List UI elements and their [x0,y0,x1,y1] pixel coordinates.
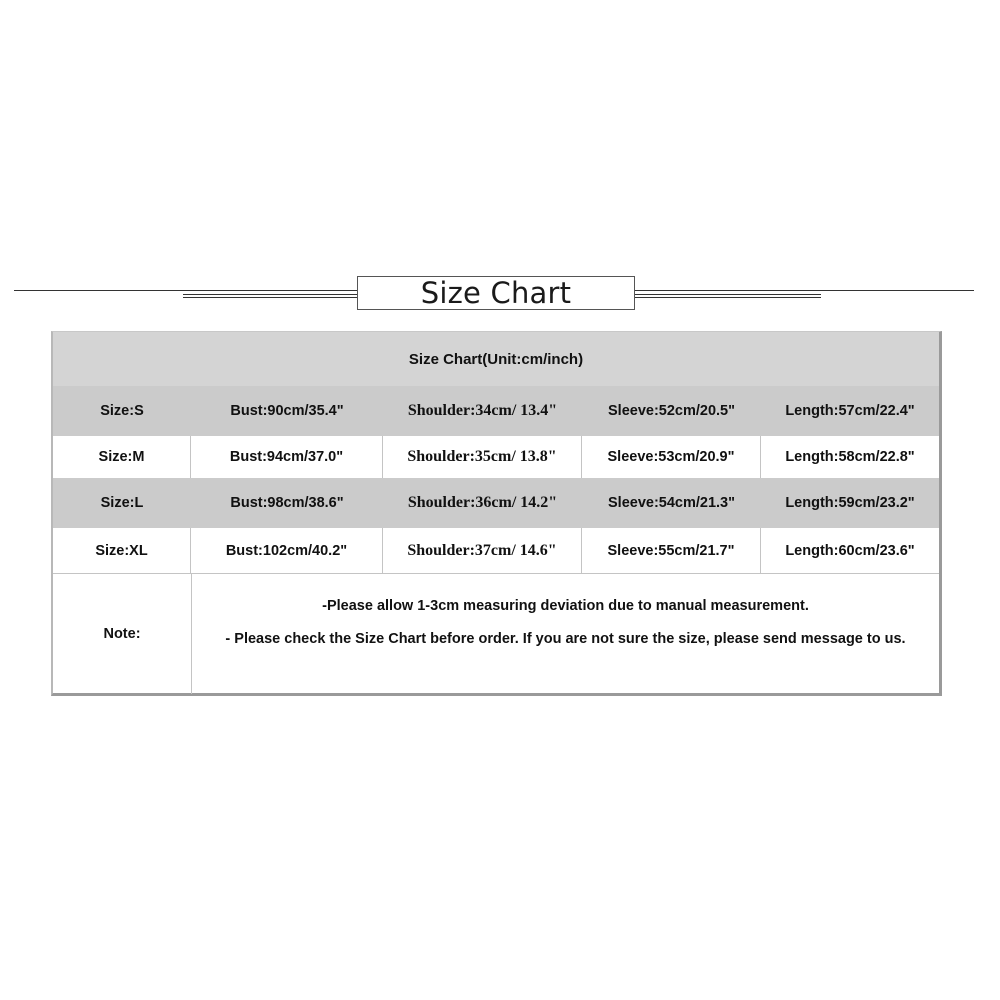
note-line-2: - Please check the Size Chart before order. If you are not sure the size, please send message to us. [225,631,906,647]
length-cell: Length:58cm/22.8" [785,449,915,465]
banner-line-left-outer [14,290,357,291]
size-cell: Size:M [53,436,191,478]
sleeve-cell: Sleeve:55cm/21.7" [582,528,761,573]
banner-title: Size Chart [420,276,572,310]
bust-cell: Bust:102cm/40.2" [191,528,383,573]
table-row-l [53,478,939,528]
banner-line-left-inner-top [183,294,357,295]
size-chart-table [51,331,942,696]
bust-cell: Bust:94cm/37.0" [191,436,383,478]
length-cell: Length:57cm/22.4" [785,403,915,419]
sleeve-cell: Sleeve:52cm/20.5" [608,403,735,419]
shoulder-cell: Shoulder:35cm/ 13.8" [383,436,582,478]
length-cell: Length:60cm/23.6" [785,542,915,559]
shoulder-cell: Shoulder:36cm/ 14.2" [407,494,558,511]
table-row-m [53,436,939,478]
table-row-xl [53,528,939,573]
size-cell: Size:S [100,403,144,419]
bust-cell: Bust:98cm/38.6" [230,495,344,511]
note-line-1: -Please allow 1-3cm measuring deviation due to manual measurement. [322,598,809,614]
banner-line-right-inner-bottom [635,297,821,298]
size-cell: Size:L [100,495,144,511]
shoulder-cell: Shoulder:37cm/ 14.6" [383,528,582,573]
banner-title-box [357,276,635,310]
size-cell: Size:XL [53,528,191,573]
length-cell: Length:59cm/23.2" [785,495,915,511]
note-row [53,573,939,694]
table-row-s [53,386,939,436]
banner-line-right-outer [635,290,974,291]
note-label: Note: [53,574,192,694]
banner-line-right-inner-top [635,294,821,295]
banner-line-left-inner-bottom [183,297,357,298]
sleeve-cell: Sleeve:53cm/20.9" [582,436,761,478]
sleeve-cell: Sleeve:54cm/21.3" [608,495,735,511]
table-header: Size Chart(Unit:cm/inch) [53,332,939,386]
note-body [192,574,939,694]
shoulder-cell: Shoulder:34cm/ 13.4" [407,402,558,419]
bust-cell: Bust:90cm/35.4" [230,403,344,419]
